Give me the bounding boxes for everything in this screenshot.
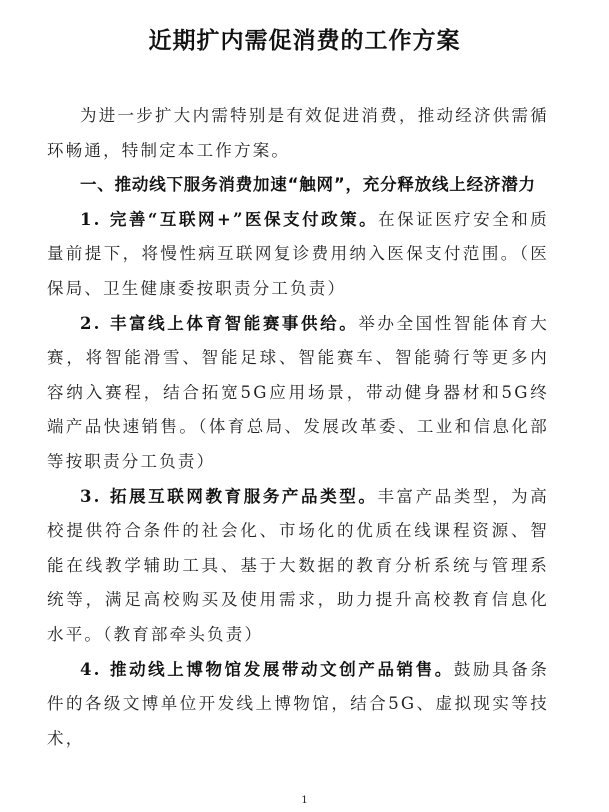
item-lead: 2. 丰富线上体育智能赛事供给。 <box>80 313 359 333</box>
item-text: 在保证医疗安全和质量前提下，将慢性病互联网复诊费用纳入医保支付范围。（医保局、卫生健康委按职责分工负责） <box>47 209 549 298</box>
item-paragraph <box>47 480 549 653</box>
item-lead: 4. 推动线上博物馆发展带动文创产品销售。 <box>80 659 454 679</box>
item-lead: 1. 完善“互联网+”医保支付政策。 <box>80 209 379 229</box>
item-text: 丰富产品类型，为高校提供符合条件的社会化、市场化的优质在线课程资源、智能在线教学辅助工具、基于大数据的教育分析系统与管理系统等，满足高校购买及使用需求，助力提升高校教育信息化水平。（教育部牵头负责） <box>47 486 549 644</box>
section-heading: 一、推动线下服务消费加速“触网”，充分释放线上经济潜力 <box>80 175 536 195</box>
item-paragraph <box>47 653 549 757</box>
item-paragraph <box>47 307 549 480</box>
document-body <box>47 99 549 756</box>
item-lead: 3. 拓展互联网教育服务产品类型。 <box>80 486 378 506</box>
item-paragraph <box>47 203 549 307</box>
document-title: 近期扩内需促消费的工作方案 <box>148 27 461 54</box>
item-text: 鼓励具备条件的各级文博单位开发线上博物馆，结合5G、虚拟现实等技术， <box>47 659 550 748</box>
page-number: 1 <box>301 795 308 806</box>
item-text: 举办全国性智能体育大赛，将智能滑雪、智能足球、智能赛车、智能骑行等更多内容纳入赛程，结合拓宽5G应用场景，带动健身器材和5G终端产品快速销售。（体育总局、发展改革委、工业和信息化部等按职责分工负责） <box>47 313 550 471</box>
intro-paragraph: 为进一步扩大内需特别是有效促进消费，推动经济供需循环畅通，特制定本工作方案。 <box>47 106 549 160</box>
